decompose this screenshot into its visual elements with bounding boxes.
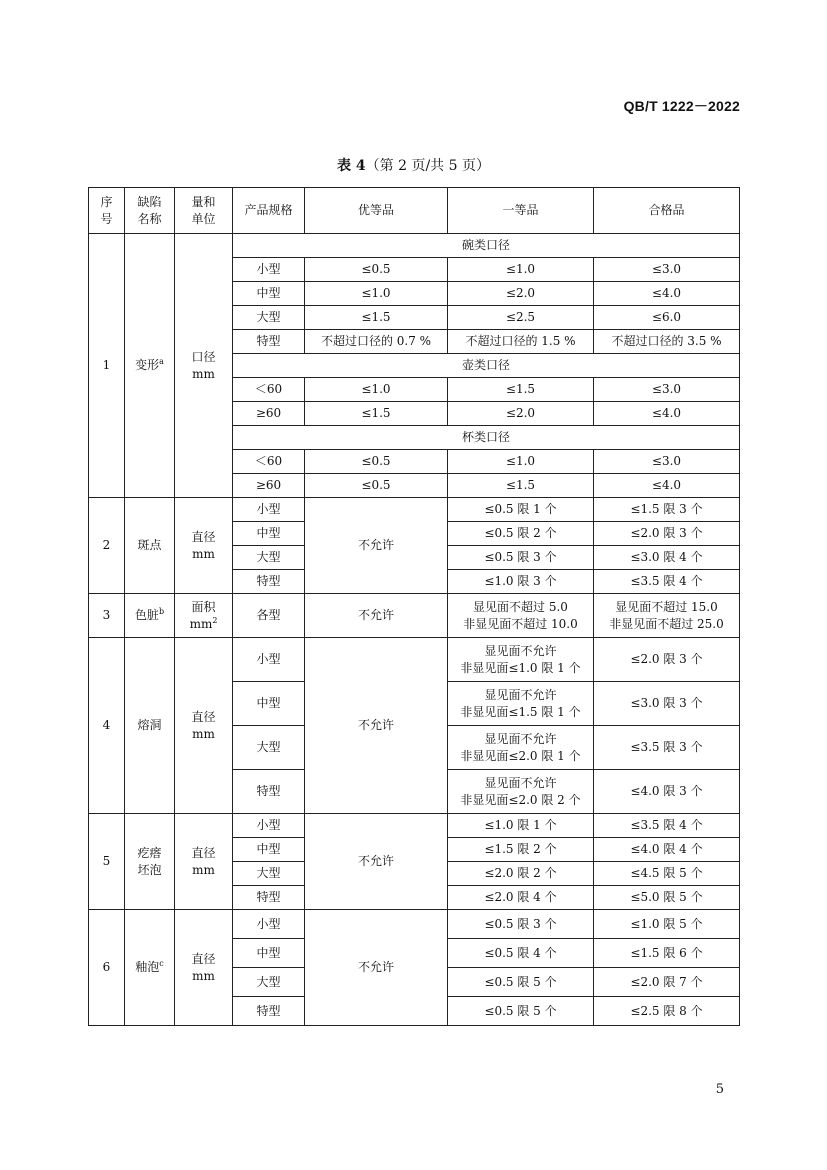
table-cell: 大型 xyxy=(233,726,305,770)
table-cell: ≤2.0 限 4 个 xyxy=(448,886,594,910)
table-cell: ≤4.0 限 3 个 xyxy=(594,770,740,814)
row4-name: 熔洞 xyxy=(125,638,175,814)
row6-name: 釉泡$^c$ xyxy=(125,910,175,1026)
table-cell: ≤3.0 xyxy=(594,258,740,282)
row6-no: 6 xyxy=(89,910,125,1026)
table-cell: ≤3.5 限 4 个 xyxy=(594,814,740,838)
table-cell: ≤3.5 限 4 个 xyxy=(594,570,740,594)
table-cell: 显见面不允许 非显见面≤2.0 限 2 个 xyxy=(448,770,594,814)
table-cell: ≤0.5 限 1 个 xyxy=(448,498,594,522)
table-cell: ≤1.5 xyxy=(305,306,448,330)
table-cell: ≤1.5 xyxy=(305,402,448,426)
table-cell: ≤2.0 限 2 个 xyxy=(448,862,594,886)
table-cell: ≤3.0 限 4 个 xyxy=(594,546,740,570)
row6-grade1: 不允许 xyxy=(305,910,448,1026)
table-cell: ≤3.0 限 3 个 xyxy=(594,682,740,726)
table-cell: ≤4.5 限 5 个 xyxy=(594,862,740,886)
header-grade1: 优等品 xyxy=(305,188,448,234)
table-cell: ≤1.5 限 6 个 xyxy=(594,939,740,968)
table-cell: 中型 xyxy=(233,682,305,726)
table-row xyxy=(89,814,740,838)
table-cell: ≤4.0 xyxy=(594,282,740,306)
table-cell: 小型 xyxy=(233,638,305,682)
table-cell: 大型 xyxy=(233,862,305,886)
row4-no: 4 xyxy=(89,638,125,814)
table-subtitle: （第 2 页/共 5 页） xyxy=(365,158,490,174)
table-cell: 不超过口径的 0.7 % xyxy=(305,330,448,354)
cup-section-title: 杯类口径 xyxy=(233,426,740,450)
table-cell: 各型 xyxy=(233,594,305,638)
table-cell: 中型 xyxy=(233,282,305,306)
table-cell: ≤2.0 限 3 个 xyxy=(594,638,740,682)
table-cell: ≤1.5 xyxy=(448,474,594,498)
table-cell: 显见面不超过 15.0 非显见面不超过 25.0 xyxy=(594,594,740,638)
table-cell: ≤0.5 xyxy=(305,258,448,282)
header-defect: 缺陷 名称 xyxy=(125,188,175,234)
table-cell: 大型 xyxy=(233,546,305,570)
table-cell: ≤1.0 限 5 个 xyxy=(594,910,740,939)
table-cell: ≤0.5 限 2 个 xyxy=(448,522,594,546)
table-cell: ≥60 xyxy=(233,402,305,426)
table-cell: ≤0.5 xyxy=(305,450,448,474)
row1-name: 变形$^a$ xyxy=(125,234,175,498)
table-cell: ≤6.0 xyxy=(594,306,740,330)
table-cell: 小型 xyxy=(233,814,305,838)
table-cell: 特型 xyxy=(233,997,305,1026)
row2-no: 2 xyxy=(89,498,125,594)
table-cell: ≤0.5 限 4 个 xyxy=(448,939,594,968)
table-cell: 显见面不允许 非显见面≤1.5 限 1 个 xyxy=(448,682,594,726)
table-cell: ≤1.0 限 1 个 xyxy=(448,814,594,838)
table-cell: ≤0.5 xyxy=(305,474,448,498)
table-cell: ≤1.5 限 2 个 xyxy=(448,838,594,862)
table-cell: 特型 xyxy=(233,570,305,594)
table-cell: ≤1.0 xyxy=(305,282,448,306)
row6-unit: 直径 mm xyxy=(175,910,233,1026)
table-cell: ≤1.5 限 3 个 xyxy=(594,498,740,522)
table-header-row xyxy=(89,188,740,234)
row4-unit: 直径 mm xyxy=(175,638,233,814)
table-cell: ≤2.5 限 8 个 xyxy=(594,997,740,1026)
table-cell: 特型 xyxy=(233,330,305,354)
table-cell: ＜60 xyxy=(233,378,305,402)
table-cell: ≤2.5 xyxy=(448,306,594,330)
row5-name: 疙瘩 坯泡 xyxy=(125,814,175,910)
table-cell: 特型 xyxy=(233,886,305,910)
table-cell: ≤1.0 xyxy=(448,450,594,474)
header-no: 序 号 xyxy=(89,188,125,234)
row3-no: 3 xyxy=(89,594,125,638)
table-row xyxy=(89,498,740,522)
bowl-section-title: 碗类口径 xyxy=(233,234,740,258)
table-title: 表 4 xyxy=(337,158,366,174)
standard-code: QB/T 1222－2022 xyxy=(623,98,740,114)
defect-table xyxy=(88,187,740,1026)
table-cell: ≤2.0 限 7 个 xyxy=(594,968,740,997)
row3-unit: 面积 $mm^2$ xyxy=(175,594,233,638)
table-cell: ≤1.0 xyxy=(305,378,448,402)
table-cell: 显见面不超过 5.0 非显见面不超过 10.0 xyxy=(448,594,594,638)
table-cell: 小型 xyxy=(233,498,305,522)
table-cell: 中型 xyxy=(233,939,305,968)
row3-name: 色脏$^b$ xyxy=(125,594,175,638)
table-row xyxy=(89,910,740,939)
table-cell: ≤0.5 限 5 个 xyxy=(448,997,594,1026)
header-grade3: 合格品 xyxy=(594,188,740,234)
table-cell: 大型 xyxy=(233,306,305,330)
table-row xyxy=(89,594,740,638)
table-cell: 显见面不允许 非显见面≤1.0 限 1 个 xyxy=(448,638,594,682)
table-cell: 特型 xyxy=(233,770,305,814)
table-cell: ≤4.0 xyxy=(594,474,740,498)
table-cell: 中型 xyxy=(233,522,305,546)
table-cell: ≤3.0 xyxy=(594,450,740,474)
table-cell: 小型 xyxy=(233,258,305,282)
table-cell: ≤0.5 限 3 个 xyxy=(448,546,594,570)
table-cell: ≤0.5 限 5 个 xyxy=(448,968,594,997)
table-cell: ＜60 xyxy=(233,450,305,474)
header-unit: 量和 单位 xyxy=(175,188,233,234)
table-cell: ≤2.0 xyxy=(448,402,594,426)
table-cell: 大型 xyxy=(233,968,305,997)
row2-grade1: 不允许 xyxy=(305,498,448,594)
page-number: 5 xyxy=(715,1082,724,1097)
table-cell: ≤2.0 xyxy=(448,282,594,306)
table-cell: ≤0.5 限 3 个 xyxy=(448,910,594,939)
table-cell: ≤3.5 限 3 个 xyxy=(594,726,740,770)
row5-grade1: 不允许 xyxy=(305,814,448,910)
row5-no: 5 xyxy=(89,814,125,910)
table-cell: ≤3.0 xyxy=(594,378,740,402)
table-caption xyxy=(0,155,827,175)
table-cell: ≤1.5 xyxy=(448,378,594,402)
table-cell: 小型 xyxy=(233,910,305,939)
table-cell: ≤4.0 限 4 个 xyxy=(594,838,740,862)
table-cell: 显见面不允许 非显见面≤2.0 限 1 个 xyxy=(448,726,594,770)
table-cell: ≤5.0 限 5 个 xyxy=(594,886,740,910)
row1-no: 1 xyxy=(89,234,125,498)
header-grade2: 一等品 xyxy=(448,188,594,234)
table-cell: 不超过口径的 3.5 % xyxy=(594,330,740,354)
table-cell: 不超过口径的 1.5 % xyxy=(448,330,594,354)
table-cell: ≤1.0 限 3 个 xyxy=(448,570,594,594)
row5-unit: 直径 mm xyxy=(175,814,233,910)
table-row xyxy=(89,638,740,682)
pot-section-title: 壶类口径 xyxy=(233,354,740,378)
table-cell: ≤1.0 xyxy=(448,258,594,282)
row2-unit: 直径 mm xyxy=(175,498,233,594)
header-spec: 产品规格 xyxy=(233,188,305,234)
table-row xyxy=(89,234,740,258)
row4-grade1: 不允许 xyxy=(305,638,448,814)
row3-grade1: 不允许 xyxy=(305,594,448,638)
table-cell: 中型 xyxy=(233,838,305,862)
table-cell: ≥60 xyxy=(233,474,305,498)
table-cell: ≤2.0 限 3 个 xyxy=(594,522,740,546)
row2-name: 斑点 xyxy=(125,498,175,594)
table-cell: ≤4.0 xyxy=(594,402,740,426)
row1-unit: 口径 mm xyxy=(175,234,233,498)
